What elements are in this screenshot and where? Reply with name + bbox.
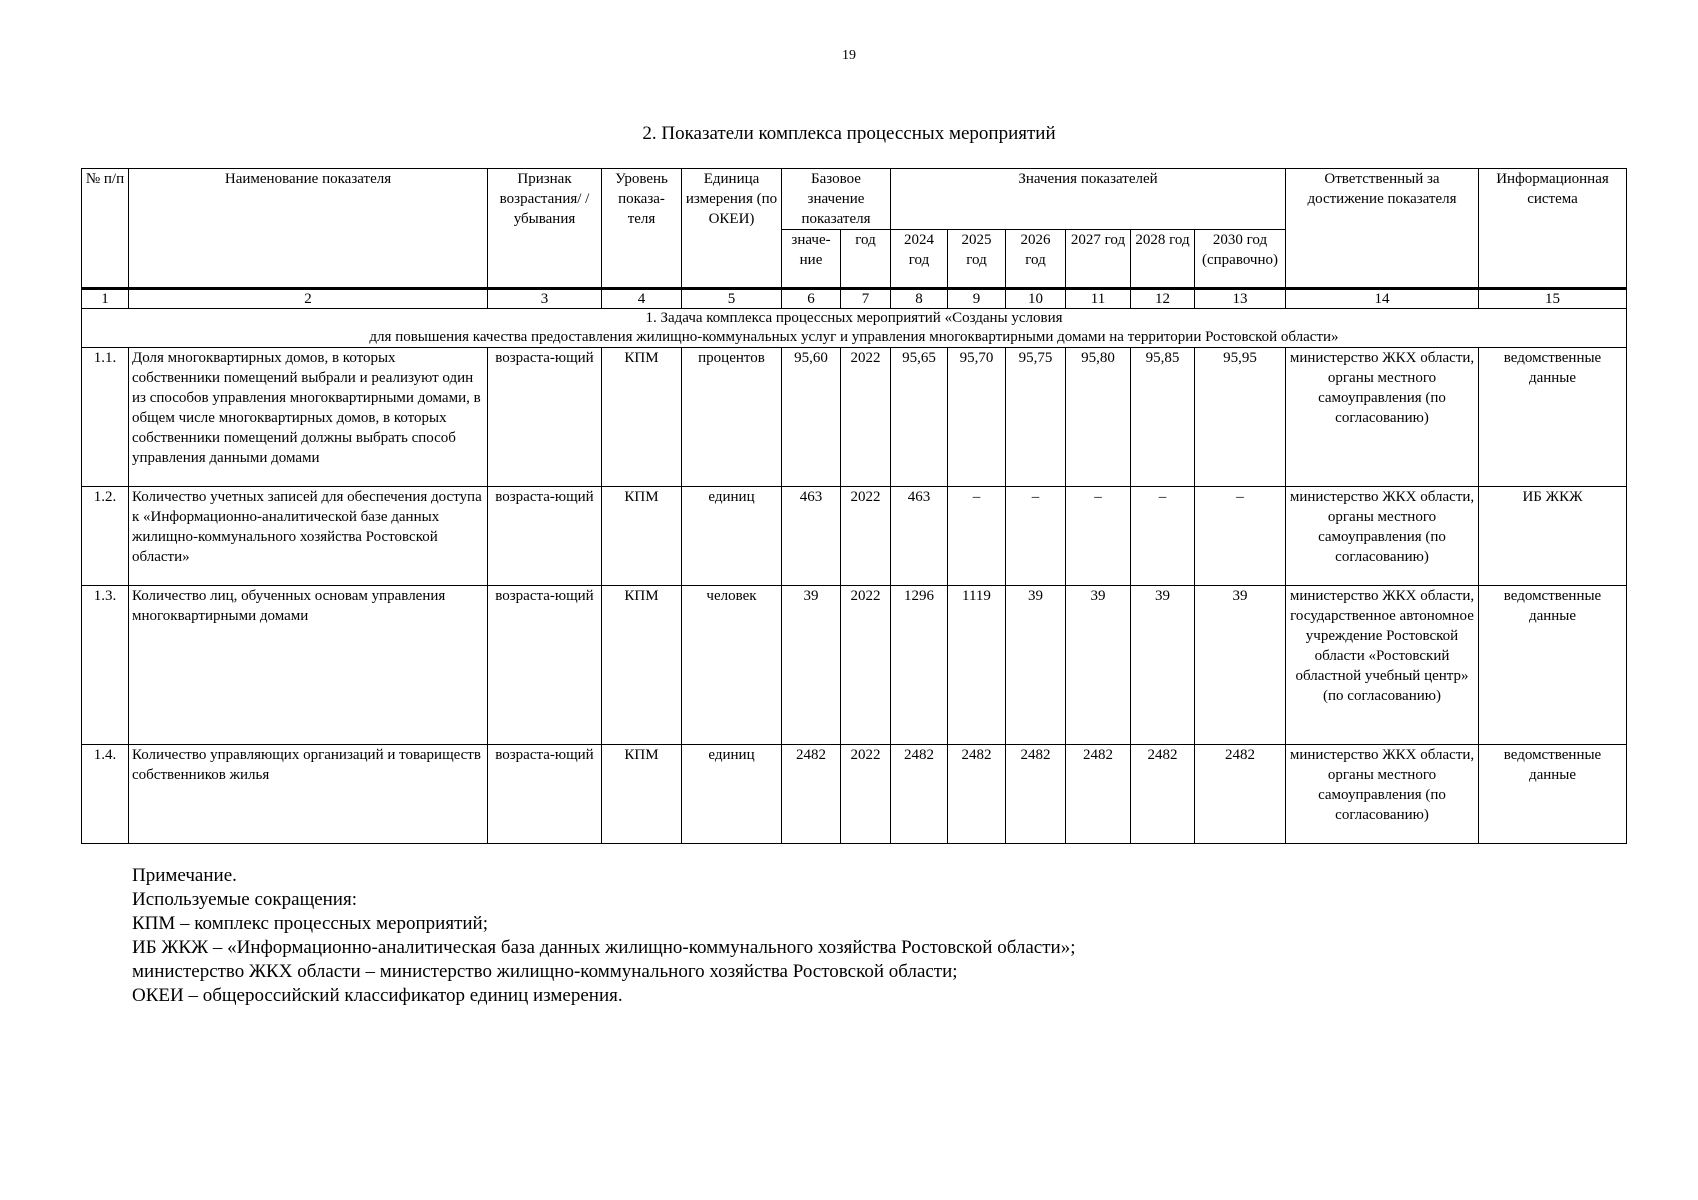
responsible: министерство ЖКХ области, органы местного самоуправления (по согласованию) [1286, 745, 1479, 844]
value-2028: 39 [1131, 586, 1195, 745]
column-number: 3 [488, 289, 602, 309]
header-values: Значения показателей [891, 169, 1286, 230]
header-year-2030: 2030 год (справочно) [1195, 230, 1286, 289]
indicator-level: КПМ [602, 348, 682, 487]
header-year-2025: 2025 год [948, 230, 1006, 289]
table-row [82, 745, 1627, 844]
column-number: 10 [1006, 289, 1066, 309]
value-2026: 2482 [1006, 745, 1066, 844]
row-num: 1.2. [82, 487, 129, 586]
value-2024: 463 [891, 487, 948, 586]
value-2025: 2482 [948, 745, 1006, 844]
base-value: 463 [782, 487, 841, 586]
column-number: 2 [129, 289, 488, 309]
indicator-trend: возраста-ющий [488, 348, 602, 487]
value-2030: 2482 [1195, 745, 1286, 844]
task-row [82, 309, 1627, 348]
row-num: 1.4. [82, 745, 129, 844]
value-2027: 2482 [1066, 745, 1131, 844]
header-year-2028: 2028 год [1131, 230, 1195, 289]
note-line: Используемые сокращения: [132, 889, 357, 910]
info-system: ИБ ЖКЖ [1479, 487, 1627, 586]
header-num: № п/п [82, 169, 129, 289]
value-2027: 39 [1066, 586, 1131, 745]
value-2025: 95,70 [948, 348, 1006, 487]
indicator-unit: человек [682, 586, 782, 745]
note-heading: Примечание. [132, 865, 237, 886]
header-year-2027: 2027 год [1066, 230, 1131, 289]
header-level: Уровень показа-теля [602, 169, 682, 289]
task-title-line2: для повышения качества предоставления жилищно-коммунальных услуг и управления многоквартирными домами на территории Ростовской области» [369, 329, 1339, 345]
indicator-level: КПМ [602, 586, 682, 745]
value-2025: – [948, 487, 1006, 586]
header-base: Базовое значение показателя [782, 169, 891, 230]
row-num: 1.3. [82, 586, 129, 745]
column-number: 6 [782, 289, 841, 309]
info-system: ведомственные данные [1479, 586, 1627, 745]
base-year: 2022 [841, 586, 891, 745]
header-year-2026: 2026 год [1006, 230, 1066, 289]
indicator-name: Количество управляющих организаций и товариществ собственников жилья [129, 745, 488, 844]
column-number: 12 [1131, 289, 1195, 309]
column-number: 1 [82, 289, 129, 309]
header-info-system: Информационная система [1479, 169, 1627, 289]
task-title-line1: 1. Задача комплекса процессных мероприятий «Созданы условия [645, 310, 1063, 326]
header-year-2024: 2024 год [891, 230, 948, 289]
base-year: 2022 [841, 348, 891, 487]
indicator-unit: процентов [682, 348, 782, 487]
column-number: 9 [948, 289, 1006, 309]
table-row [82, 586, 1627, 745]
notes [132, 864, 1076, 1008]
value-2027: – [1066, 487, 1131, 586]
value-2030: – [1195, 487, 1286, 586]
task-title [82, 309, 1627, 348]
indicator-trend: возраста-ющий [488, 586, 602, 745]
note-line: министерство ЖКХ области – министерство жилищно-коммунального хозяйства Ростовской области; [132, 961, 958, 982]
column-number: 5 [682, 289, 782, 309]
value-2025: 1119 [948, 586, 1006, 745]
info-system: ведомственные данные [1479, 348, 1627, 487]
header-base-value: значе-ние [782, 230, 841, 289]
column-number: 11 [1066, 289, 1131, 309]
column-numbers-row [82, 289, 1627, 309]
value-2024: 2482 [891, 745, 948, 844]
indicator-name: Количество учетных записей для обеспечения доступа к «Информационно-аналитической базе данных жилищно-коммунального хозяйства Ростовской области» [129, 487, 488, 586]
info-system: ведомственные данные [1479, 745, 1627, 844]
section-title: 2. Показатели комплекса процессных мероприятий [642, 123, 1056, 144]
indicator-trend: возраста-ющий [488, 487, 602, 586]
indicator-name: Количество лиц, обученных основам управления многоквартирными домами [129, 586, 488, 745]
indicator-name: Доля многоквартирных домов, в которых собственники помещений выбрали и реализуют один из способов управления многоквартирными домами, в общем числе многоквартирных домов, в которых собственники помещений должны выбрать способ управления данными домами [129, 348, 488, 487]
column-number: 8 [891, 289, 948, 309]
note-line: ОКЕИ – общероссийский классификатор единиц измерения. [132, 985, 623, 1006]
indicator-level: КПМ [602, 745, 682, 844]
column-number: 13 [1195, 289, 1286, 309]
column-number: 14 [1286, 289, 1479, 309]
indicator-level: КПМ [602, 487, 682, 586]
column-number: 7 [841, 289, 891, 309]
column-number: 15 [1479, 289, 1627, 309]
note-line: КПМ – комплекс процессных мероприятий; [132, 913, 488, 934]
responsible: министерство ЖКХ области, органы местного самоуправления (по согласованию) [1286, 487, 1479, 586]
base-value: 95,60 [782, 348, 841, 487]
header-base-year: год [841, 230, 891, 289]
column-number: 4 [602, 289, 682, 309]
table-row [82, 487, 1627, 586]
value-2028: 2482 [1131, 745, 1195, 844]
value-2028: 95,85 [1131, 348, 1195, 487]
base-year: 2022 [841, 745, 891, 844]
row-num: 1.1. [82, 348, 129, 487]
header-trend: Признак возрастания/ /убывания [488, 169, 602, 289]
responsible: министерство ЖКХ области, государственное автономное учреждение Ростовской области «Ростовский областной учебный центр» (по согласованию) [1286, 586, 1479, 745]
indicator-unit: единиц [682, 745, 782, 844]
value-2026: 95,75 [1006, 348, 1066, 487]
value-2030: 95,95 [1195, 348, 1286, 487]
value-2024: 95,65 [891, 348, 948, 487]
value-2024: 1296 [891, 586, 948, 745]
table-row [82, 348, 1627, 487]
value-2026: – [1006, 487, 1066, 586]
indicator-trend: возраста-ющий [488, 745, 602, 844]
page-number: 19 [842, 48, 856, 63]
base-year: 2022 [841, 487, 891, 586]
header-name: Наименование показателя [129, 169, 488, 289]
header-responsible: Ответственный за достижение показателя [1286, 169, 1479, 289]
base-value: 39 [782, 586, 841, 745]
indicator-unit: единиц [682, 487, 782, 586]
header-unit: Единица измерения (по ОКЕИ) [682, 169, 782, 289]
responsible: министерство ЖКХ области, органы местного самоуправления (по согласованию) [1286, 348, 1479, 487]
value-2028: – [1131, 487, 1195, 586]
base-value: 2482 [782, 745, 841, 844]
value-2027: 95,80 [1066, 348, 1131, 487]
value-2026: 39 [1006, 586, 1066, 745]
indicators-table [81, 168, 1627, 844]
note-line: ИБ ЖКЖ – «Информационно-аналитическая база данных жилищно-коммунального хозяйства Ростовской области»; [132, 937, 1076, 958]
value-2030: 39 [1195, 586, 1286, 745]
